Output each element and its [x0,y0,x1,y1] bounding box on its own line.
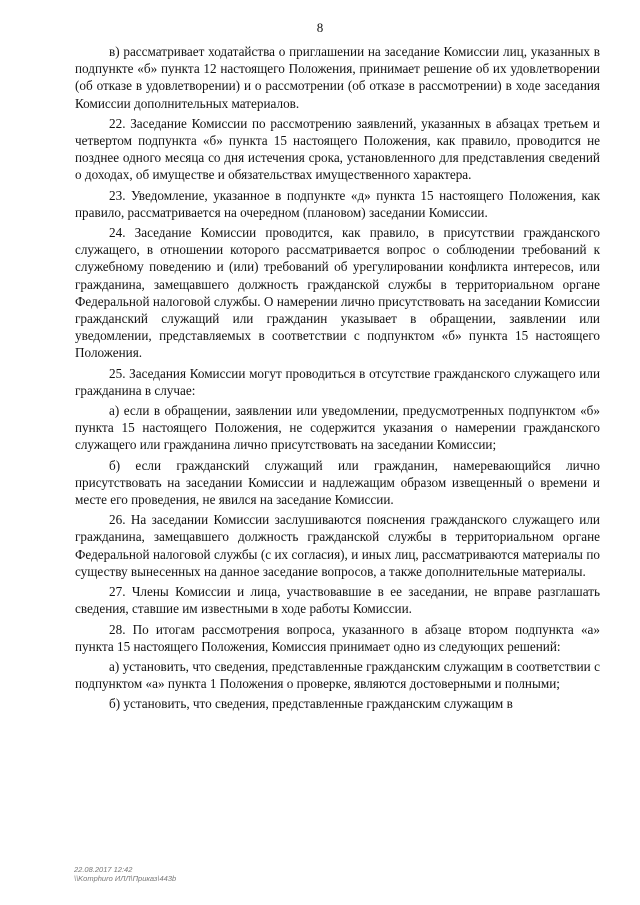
paragraph-26: 26. На заседании Комиссии заслушиваются пояснения гражданского служащего или гражданина, замещавшего должность гражданской службы в территориальном органе Федеральной налоговой службы (с их согласия), и иных лиц, рассматриваются материалы по существу вынесенных на данное заседание вопросов, а также дополнительные материалы. [75,512,600,579]
paragraph-21v: в) рассматривает ходатайства о приглашении на заседание Комиссии лиц, указанных в подпункте «б» пункта 12 настоящего Положения, принимает решение об их удовлетворении (об отказе в удовлетворении) и о рассмотрении (об отказе в рассмотрении) в ходе заседания Комиссии дополнительных материалов. [75,44,600,111]
page-number: 8 [316,20,324,35]
paragraph-28a: а) установить, что сведения, представленные гражданским служащим в соответствии с подпунктом «а» пункта 1 Положения о проверке, являются достоверными и полными; [75,658,600,692]
paragraph-23: 23. Уведомление, указанное в подпункте «д» пункта 15 настоящего Положения, как правило, рассматривается на очередном (плановом) заседании Комиссии. [75,187,600,220]
paragraph-25: 25. Заседания Комиссии могут проводиться в отсутствие гражданского служащего или гражданина в случае: [75,365,600,398]
paragraph-24: 24. Заседание Комиссии проводится, как правило, в присутствии гражданского служащего, в отношении которого рассматривается вопрос о соблюдении требований к служебному поведению и (или) требований об урегулировании конфликта интересов, или гражданина, замещавшего должность гражданской службы в территориальном органе Федеральной налоговой службы. О намерении лично присутствовать на заседании Комиссии гражданский служащий или гражданин указывает в обращении, заявлении или уведомлении, представляемых в соответствии с подпунктом «б» пункта 15 настоящего Положения. [75,225,600,361]
footer-file-path: \\Komphuro ИЛЛ\Приказ\443b [74,874,177,883]
paragraph-28: 28. По итогам рассмотрения вопроса, указанного в абзаце втором подпункта «а» пункта 15 настоящего Положения, Комиссия принимает одно из следующих решений: [75,621,600,654]
paragraph-22: 22. Заседание Комиссии по рассмотрению заявлений, указанных в абзацах третьем и четвертом подпункта «б» пункта 15 настоящего Положения, как правило, проводится не позднее одного месяца со дня истечения срока, установленного для представления сведений о доходах, об имуществе и обязательствах имущественного характера. [75,115,600,183]
paragraph-25a: а) если в обращении, заявлении или уведомлении, предусмотренных подпунктом «б» пункта 15 настоящего Положения, не содержится указания о намерении гражданского служащего или гражданина лично присутствовать на заседании Комиссии; [75,403,600,453]
paragraph-25b: б) если гражданский служащий или гражданин, намеревающийся лично присутствовать на заседании Комиссии и надлежащим образом извещенный о времени и месте его проведения, не явился на заседание Комиссии. [75,457,600,508]
document-body [75,43,600,716]
paragraph-28b: б) установить, что сведения, представленные гражданским служащим в [109,696,513,712]
print-footer [74,865,176,883]
paragraph-27: 27. Члены Комиссии и лица, участвовавшие в ее заседании, не вправе разглашать сведения, ставшие им известными в ходе работы Комиссии. [75,584,600,617]
footer-timestamp: 22.08.2017 12:42 [74,865,133,874]
